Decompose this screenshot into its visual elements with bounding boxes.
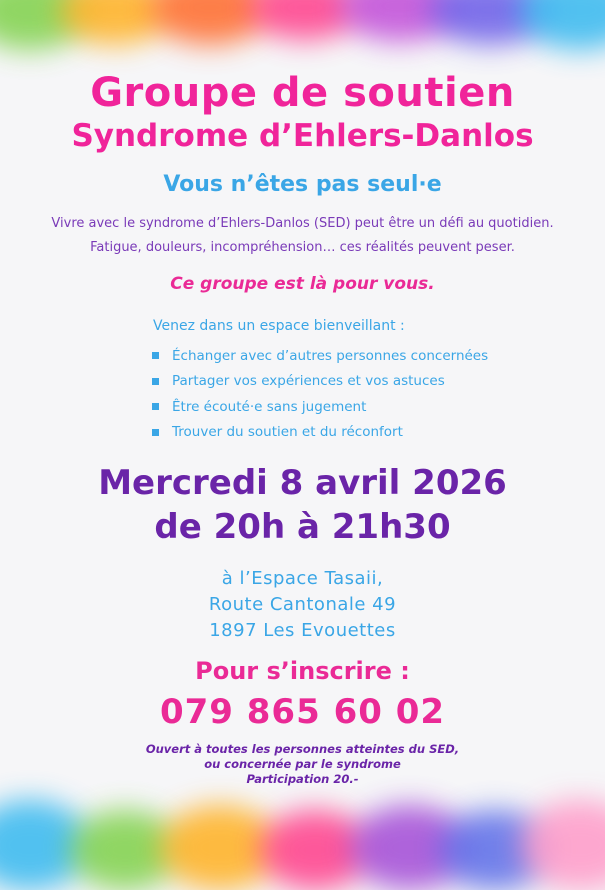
intro-line: Vivre avec le syndrome d’Ehlers-Danlos (SED) peut être un défi au quotidien. (51, 216, 554, 231)
square-bullet-icon (152, 403, 159, 410)
event-address (0, 566, 605, 644)
address-line: 1897 Les Evouettes (209, 620, 396, 641)
list-item (152, 420, 488, 446)
list-item (152, 369, 488, 395)
intro-line: Fatigue, douleurs, incompréhension… ces réalités peuvent peser. (90, 240, 515, 255)
benefits-list (152, 343, 488, 445)
list-item (152, 343, 488, 369)
poster-subtitle: Vous n’êtes pas seul·e (163, 172, 442, 197)
event-date: Mercredi 8 avril 2026 (98, 463, 507, 503)
list-item-text: Partager vos expériences et vos astuces (172, 373, 445, 390)
phone-number: 079 865 60 02 (159, 692, 446, 732)
for-you-tagline: Ce groupe est là pour vous. (170, 274, 435, 294)
poster-title-line1: Groupe de soutien (90, 70, 515, 116)
square-bullet-icon (152, 429, 159, 436)
address-line: à l’Espace Tasaii, (221, 568, 384, 589)
intro-text (0, 212, 605, 260)
list-item-text: Être écouté·e sans jugement (172, 398, 367, 415)
footer-line: Participation 20.- (246, 772, 359, 786)
list-item-text: Trouver du soutien et du réconfort (172, 424, 403, 441)
list-item-text: Échanger avec d’autres personnes concernées (172, 347, 489, 364)
square-bullet-icon (152, 378, 159, 385)
register-label: Pour s’inscrire : (195, 657, 410, 685)
square-bullet-icon (152, 352, 159, 359)
footer-line: Ouvert à toutes les personnes atteintes du SED, (145, 742, 460, 756)
welcome-heading: Venez dans un espace bienveillant : (153, 318, 405, 334)
event-time: de 20h à 21h30 (154, 507, 451, 547)
footer-line: ou concernée par le syndrome (204, 757, 401, 771)
address-line: Route Cantonale 49 (208, 594, 397, 615)
footer-note (0, 742, 605, 787)
list-item (152, 394, 488, 420)
poster-title-line2: Syndrome d’Ehlers-Danlos (71, 118, 534, 154)
